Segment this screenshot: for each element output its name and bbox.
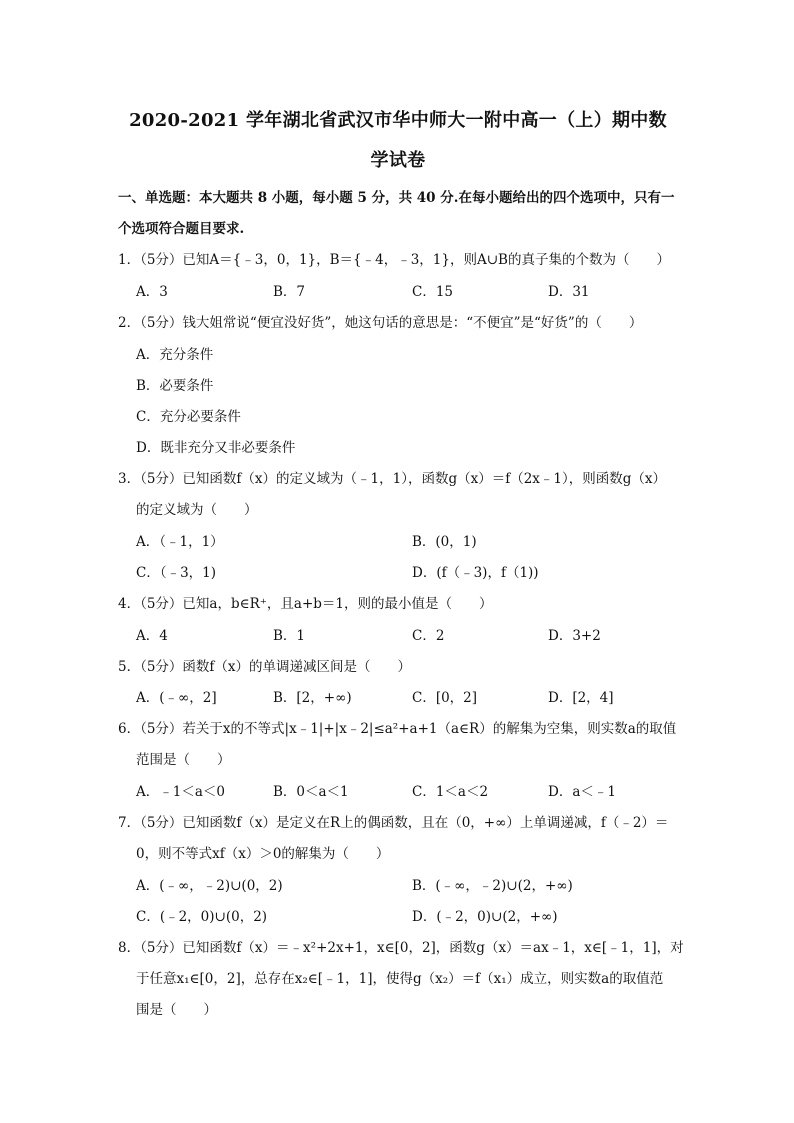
question-3-option-c: C．（﹣3，1) — [136, 565, 217, 581]
question-5-option-a: A．(﹣∞，2] — [136, 690, 217, 706]
question-7-option-a: A．(﹣∞，﹣2)∪(0，2) — [136, 878, 283, 894]
question-6-option-d: D．a＜﹣1 — [548, 784, 616, 800]
question-4-option-b: B．1 — [273, 628, 306, 644]
question-5-stem: 5．（5分）函数f（x）的单调递减区间是（ ） — [118, 659, 412, 675]
question-7-stem-line-2: 0，则不等式xf（x）＞0的解集为（ ） — [136, 846, 390, 862]
question-6-option-c: C．1＜a＜2 — [412, 784, 489, 800]
question-1-stem: 1．（5分）已知A＝{﹣3，0，1}，B＝{﹣4，﹣3，1}，则A∪B的真子集的个数为（ ） — [118, 252, 670, 268]
question-1-option-a: A．3 — [136, 284, 168, 300]
question-5-option-d: D．[2，4] — [548, 690, 614, 706]
question-2-option-b: B．必要条件 — [136, 378, 214, 394]
question-8-stem-line-2: 于任意x₁∈[0，2]，总存在x₂∈[﹣1，1]，使得g（x₂）＝f（x₁）成立，则实数a的取值范 — [136, 971, 664, 987]
question-2-option-d: D．既非充分又非必要条件 — [136, 440, 296, 456]
exam-title-line-2: 学试卷 — [370, 150, 426, 171]
question-7-stem-line-1: 7．（5分）已知函数f（x）是定义在R上的偶函数，且在（0，+∞）上单调递减，f（﹣2）＝ — [118, 815, 669, 831]
question-4-stem: 4．（5分）已知a，b∈R⁺，且a+b＝1，则的最小值是（ ） — [118, 596, 493, 612]
question-6-option-a: A．﹣1＜a＜0 — [136, 784, 225, 800]
question-6-stem-line-1: 6．（5分）若关于x的不等式|x﹣1|+|x﹣2|≤a²+a+1（a∈R）的解集为空集，则实数a的取值 — [118, 721, 677, 737]
question-6-option-b: B．0＜a＜1 — [273, 784, 349, 800]
question-2-stem: 2．（5分）钱大姐常说“便宜没好货”，她这句话的意思是：“不便宜”是“好货”的（ ） — [118, 315, 643, 331]
question-3-option-a: A．（﹣1，1） — [136, 534, 224, 550]
question-2-option-c: C．充分必要条件 — [136, 409, 241, 425]
question-5-option-b: B．[2，+∞) — [273, 690, 352, 706]
question-3-stem-line-1: 3．（5分）已知函数f（x）的定义域为（﹣1，1），函数g（x）＝f（2x﹣1），则函数g（x） — [118, 471, 667, 487]
question-6-stem-line-2: 范围是（ ） — [136, 752, 231, 768]
question-1-option-b: B．7 — [273, 284, 306, 300]
question-3-stem-line-2: 的定义域为（ ） — [136, 502, 258, 518]
question-1-option-d: D．31 — [548, 284, 590, 300]
question-7-option-b: B．(﹣∞，﹣2)∪(2，+∞) — [412, 878, 573, 894]
section-heading-line-1: 一、单选题：本大题共 8 小题，每小题 5 分，共 40 分.在每小题给出的四个选项中，只有一 — [118, 190, 675, 206]
question-4-option-d: D．3+2 — [548, 628, 601, 644]
question-8-stem-line-3: 围是（ ） — [136, 1002, 217, 1018]
question-7-option-c: C．(﹣2，0)∪(0，2) — [136, 909, 268, 925]
section-heading-line-2: 个选项符合题目要求. — [118, 221, 245, 237]
question-5-option-c: C．[0，2] — [412, 690, 478, 706]
question-3-option-d: D．(f（﹣3)，f（1)) — [412, 565, 539, 581]
question-3-option-b: B．(0，1) — [412, 534, 477, 550]
question-2-option-a: A．充分条件 — [136, 347, 214, 363]
question-1-option-c: C．15 — [412, 284, 454, 300]
question-7-option-d: D．(﹣2，0)∪(2，+∞) — [412, 909, 558, 925]
question-4-option-a: A．4 — [136, 628, 168, 644]
question-8-stem-line-1: 8．（5分）已知函数f（x）＝﹣x²+2x+1，x∈[0，2]，函数g（x）＝ax﹣1，x∈[﹣1，1]，对 — [118, 940, 684, 956]
question-4-option-c: C．2 — [412, 628, 445, 644]
exam-title-line-1: 2020-2021 学年湖北省武汉市华中师大一附中高一（上）期中数 — [129, 110, 667, 131]
